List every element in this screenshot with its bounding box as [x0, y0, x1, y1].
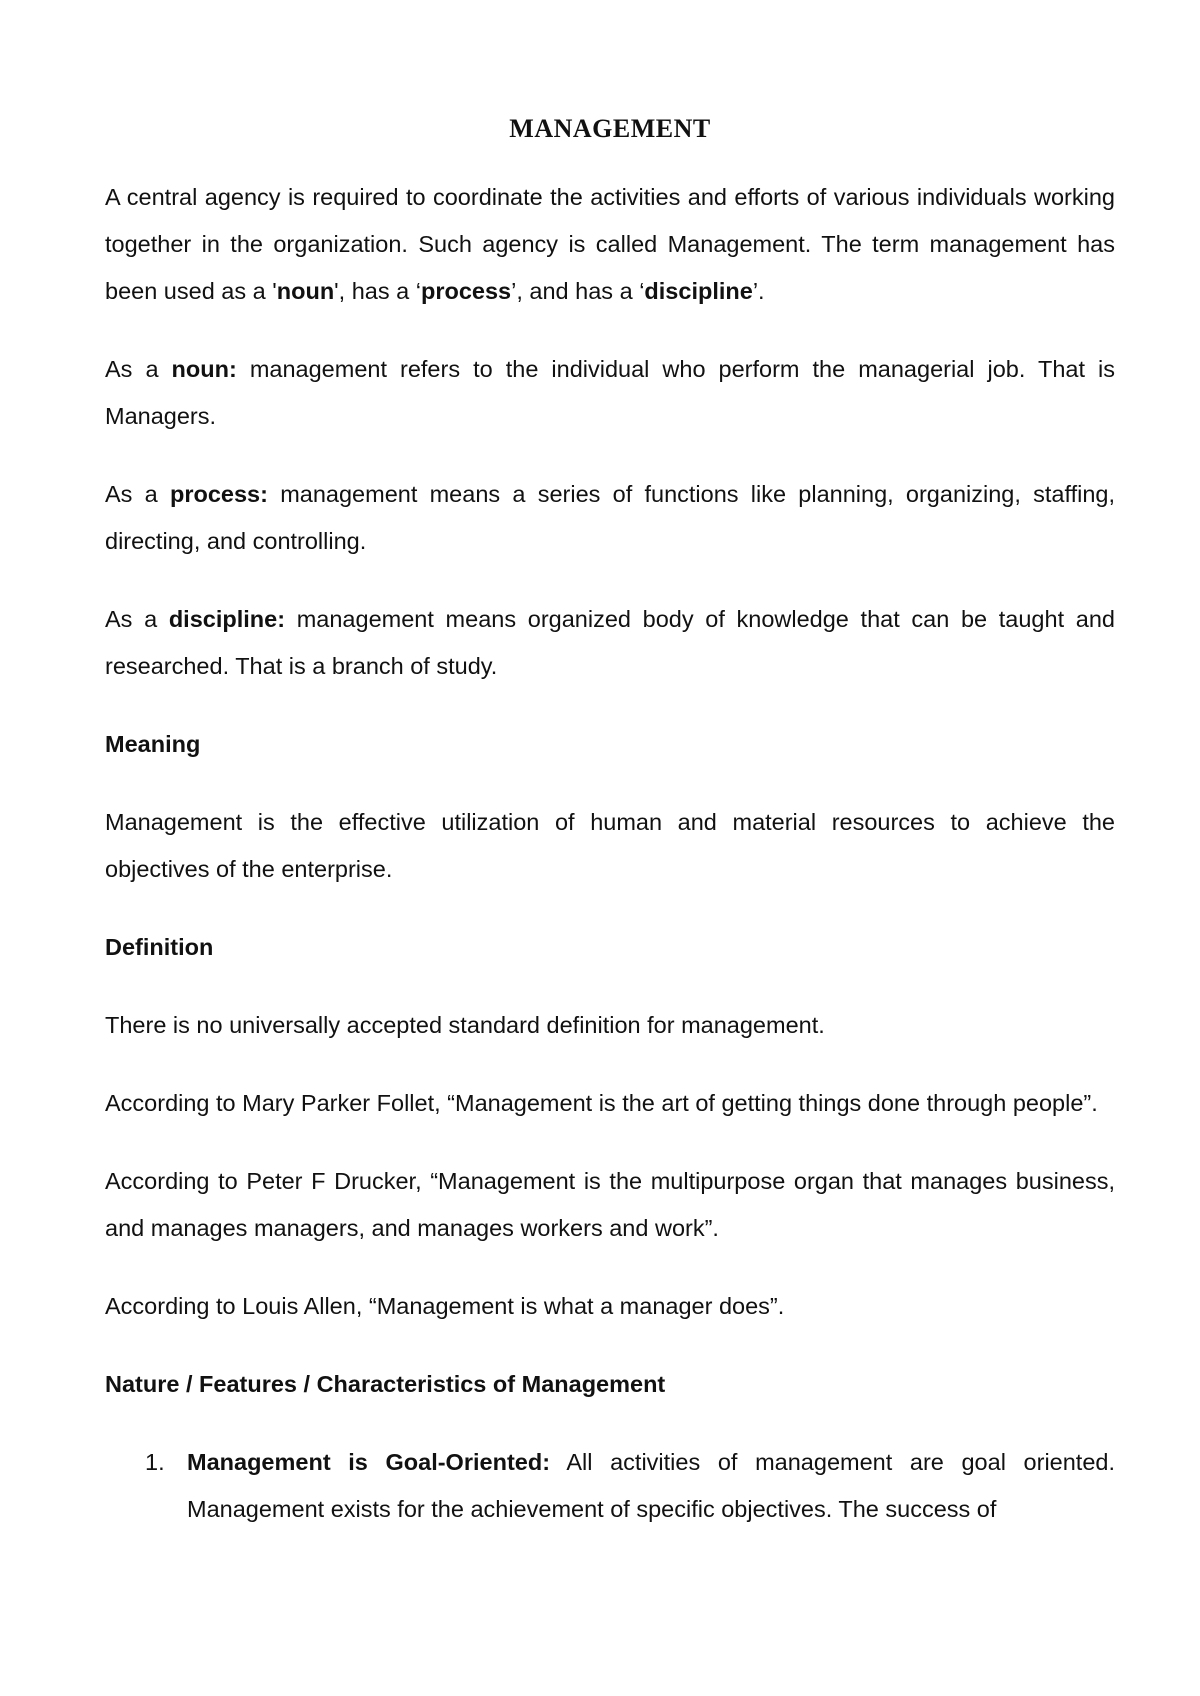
quote-mark: ’ [511, 278, 517, 304]
quote-mark: ' [272, 278, 277, 304]
definition-paragraph: There is no universally accepted standard definition for management. [105, 1012, 825, 1038]
discipline-term: discipline: [168, 606, 286, 632]
term-process: process [420, 278, 512, 304]
quote-mark: ’ [752, 278, 759, 304]
quote-follet: According to Mary Parker Follet, “Management is the art of getting things done through people”. [105, 1090, 1098, 1116]
page-title: MANAGEMENT [509, 114, 711, 143]
quote-mark: ‘ [639, 278, 645, 304]
intro-text-2: , has a [338, 278, 416, 304]
term-discipline: discipline [644, 278, 753, 304]
meaning-heading: Meaning [105, 731, 201, 757]
definition-heading: Definition [105, 934, 214, 960]
noun-term: noun: [171, 356, 237, 382]
process-text: management means a series of functions like planning, organizing, staffing, directing, and controlling. [105, 481, 1115, 554]
intro-text-3: , and has a [516, 278, 640, 304]
discipline-text: management means organized body of knowledge that can be taught and researched. That is a branch of study. [105, 606, 1115, 679]
meaning-paragraph: Management is the effective utilization of human and material resources to achieve the objectives of the enterprise. [105, 809, 1115, 882]
document-body [105, 112, 1115, 1533]
quote-mark: ' [334, 278, 339, 304]
intro-paragraph [105, 174, 1115, 315]
list-item-title: Management is Goal-Oriented: [187, 1449, 551, 1475]
quote-drucker: According to Peter F Drucker, “Management is the multipurpose organ that manages business, and manages managers, and manages workers and work”. [105, 1168, 1115, 1241]
noun-lead: As a [105, 356, 172, 382]
intro-text-1: A central agency is required to coordinate the activities and efforts of various individuals working together in the organization. Such agency is called Management. The term management has been used as a [105, 184, 1115, 304]
noun-paragraph [105, 346, 1115, 440]
nature-list [105, 1439, 1115, 1533]
quote-allen: According to Louis Allen, “Management is what a manager does”. [105, 1293, 785, 1319]
process-paragraph [105, 471, 1115, 565]
term-noun: noun [276, 278, 335, 304]
list-item-text: All activities of management are goal oriented. Management exists for the achievement of specific objectives. The success of [187, 1449, 1116, 1522]
process-term: process: [169, 481, 268, 507]
quote-mark: ‘ [415, 278, 421, 304]
noun-text: management refers to the individual who perform the managerial job. That is Managers. [105, 356, 1115, 429]
nature-heading: Nature / Features / Characteristics of Management [105, 1371, 666, 1397]
process-lead: As a [105, 481, 170, 507]
intro-text-4: . [758, 278, 765, 304]
discipline-lead: As a [105, 606, 169, 632]
list-item [105, 1439, 1115, 1533]
discipline-paragraph [105, 596, 1115, 690]
list-item-number: 1. [145, 1449, 165, 1475]
